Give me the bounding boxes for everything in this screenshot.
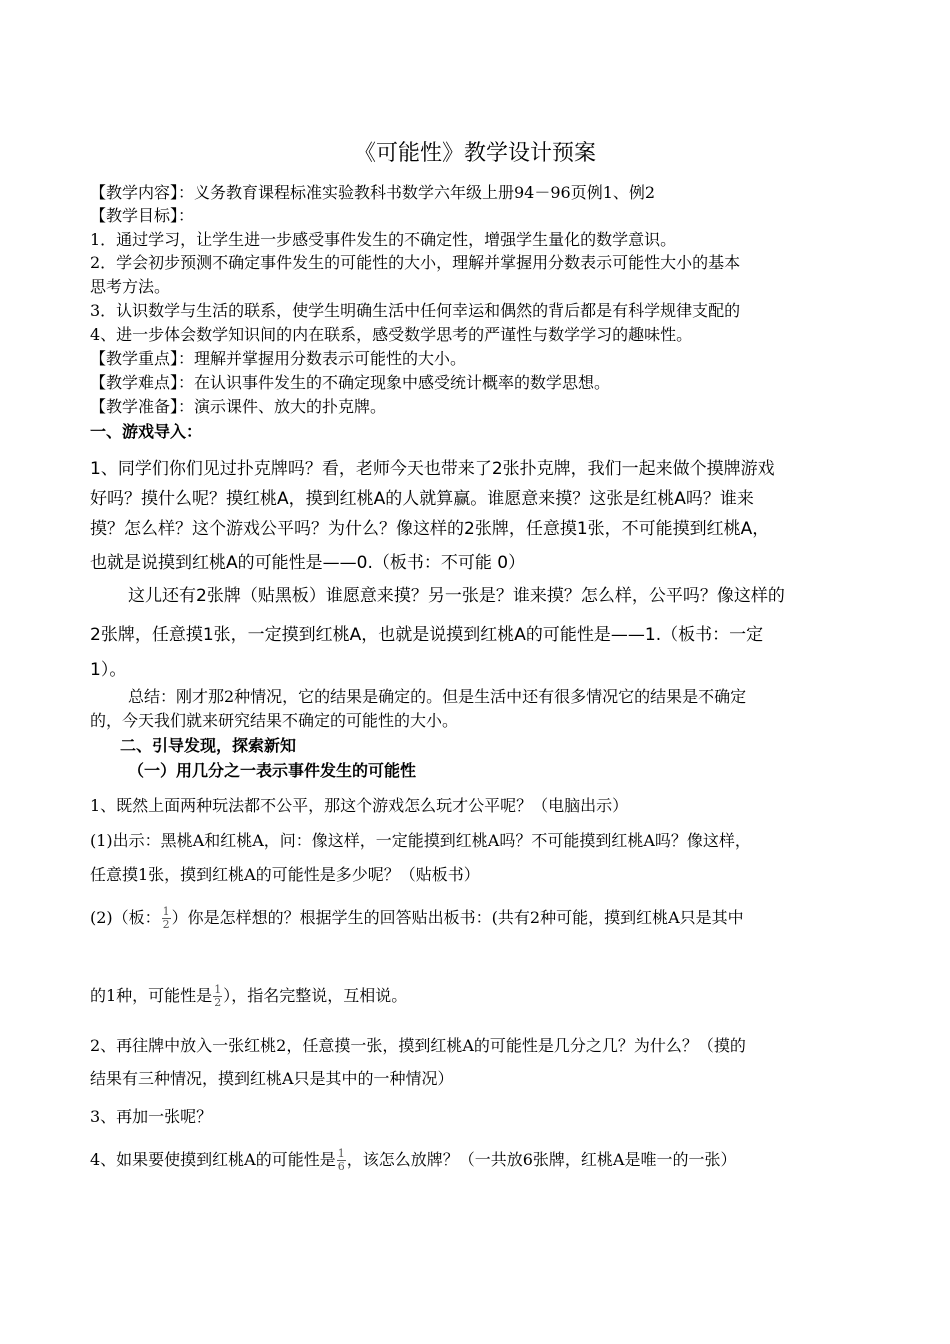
step-2-line2-post: ），指名完整说，互相说。: [223, 986, 408, 1005]
section-2-heading: 二、引导发现，探索新知: [120, 736, 297, 755]
section-1-heading: 一、游戏导入：: [90, 422, 203, 441]
section-2-subheading: （一）用几分之一表示事件发生的可能性: [128, 761, 417, 780]
section-1-para-1a: 1、同学们你们见过扑克牌吗？看，老师今天也带来了2张扑克牌，我们一起来做个摸牌游戏: [90, 459, 775, 479]
question-3: 3、再加一张呢？: [90, 1107, 213, 1126]
teaching-goals-label: 【教学目标】：: [90, 206, 195, 225]
section-1-summary-b: 的，今天我们就来研究结果不确定的可能性的大小。: [90, 711, 459, 730]
question-2-line1: 2、再往牌中放入一张红桃2，任意摸一张，摸到红桃A的可能性是几分之几？为什么？（摸的: [90, 1036, 746, 1055]
goal-2-line1: 2．学会初步预测不确定事件发生的可能性的大小，理解并掌握用分数表示可能性大小的基本: [90, 253, 741, 272]
document-title: 《可能性》教学设计预案: [353, 141, 596, 166]
step-2-line1-post: ）你是怎样想的？根据学生的回答贴出板书：(共有2种可能，摸到红桃A只是其中: [171, 908, 744, 927]
step-1-line1: (1)出示：黑桃A和红桃A，问：像这样，一定能摸到红桃A吗？不可能摸到红桃A吗？像这样，: [90, 831, 751, 850]
fraction-numerator: 1: [337, 1147, 345, 1160]
fraction-numerator: 1: [214, 983, 222, 996]
section-1-para-1d: 也就是说摸到红桃A的可能性是——0.（板书：不可能 0）: [90, 553, 526, 573]
teaching-content: 【教学内容】：义务教育课程标准实验教科书数学六年级上册94－96页例1、例2: [90, 183, 656, 202]
fraction-denominator: 2: [162, 918, 170, 931]
section-1-para-1b: 好吗？摸什么呢？摸红桃A，摸到红桃A的人就算赢。谁愿意来摸？这张是红桃A吗？谁来: [90, 489, 754, 509]
question-2-line2: 结果有三种情况，摸到红桃A只是其中的一种情况）: [90, 1069, 454, 1088]
question-4-pre: 4、如果要使摸到红桃A的可能性是: [90, 1150, 336, 1169]
section-1-para-2b: 2张牌，任意摸1张，一定摸到红桃A，也就是说摸到红桃A的可能性是——1.（板书：一定: [90, 625, 764, 645]
step-2-line2-pre: 的1种，可能性是: [90, 986, 213, 1005]
goal-3: 3．认识数学与生活的联系，使学生明确生活中任何幸运和偶然的背后都是有科学规律支配的: [90, 301, 741, 320]
fraction-denominator: 2: [214, 996, 222, 1009]
teaching-key-point: 【教学重点】：理解并掌握用分数表示可能性的大小。: [90, 349, 467, 368]
section-1-para-2a: 这儿还有2张牌（贴黑板）谁愿意来摸？另一张是？谁来摸？怎么样，公平吗？像这样的: [128, 586, 785, 606]
fraction-one-sixth: [337, 1148, 346, 1173]
fraction-denominator: 6: [337, 1160, 345, 1173]
goal-2-line2: 思考方法。: [90, 277, 171, 296]
fraction-one-half: [162, 906, 171, 931]
teaching-difficulty: 【教学难点】：在认识事件发生的不确定现象中感受统计概率的数学思想。: [90, 373, 611, 392]
fraction-one-half: [213, 984, 222, 1009]
section-1-para-1c: 摸？怎么样？这个游戏公平吗？为什么？像这样的2张牌，任意摸1张，不可能摸到红桃A，: [90, 519, 770, 539]
goal-1: 1．通过学习，让学生进一步感受事件发生的不确定性，增强学生量化的数学意识。: [90, 230, 677, 249]
goal-4: 4、进一步体会数学知识间的内在联系，感受数学思考的严谨性与数学学习的趣味性。: [90, 325, 693, 344]
step-2-line1: [90, 906, 860, 931]
fraction-numerator: 1: [162, 905, 170, 918]
step-2-line2: [90, 984, 860, 1009]
step-1-line2: 任意摸1张，摸到红桃A的可能性是多少呢？（贴板书）: [90, 865, 480, 884]
question-1: 1、既然上面两种玩法都不公平，那这个游戏怎么玩才公平呢？（电脑出示）: [90, 796, 629, 815]
teaching-preparation: 【教学准备】：演示课件、放大的扑克牌。: [90, 397, 387, 416]
step-2-line1-pre: (2)（板：: [90, 908, 161, 927]
question-4-post: ，该怎么放牌？（一共放6张牌，红桃A是唯一的一张）: [346, 1150, 737, 1169]
section-1-para-2c: 1）。: [90, 660, 127, 680]
question-4: [90, 1148, 860, 1173]
section-1-summary-a: 总结：刚才那2种情况，它的结果是确定的。但是生活中还有很多情况它的结果是不确定: [128, 687, 747, 706]
